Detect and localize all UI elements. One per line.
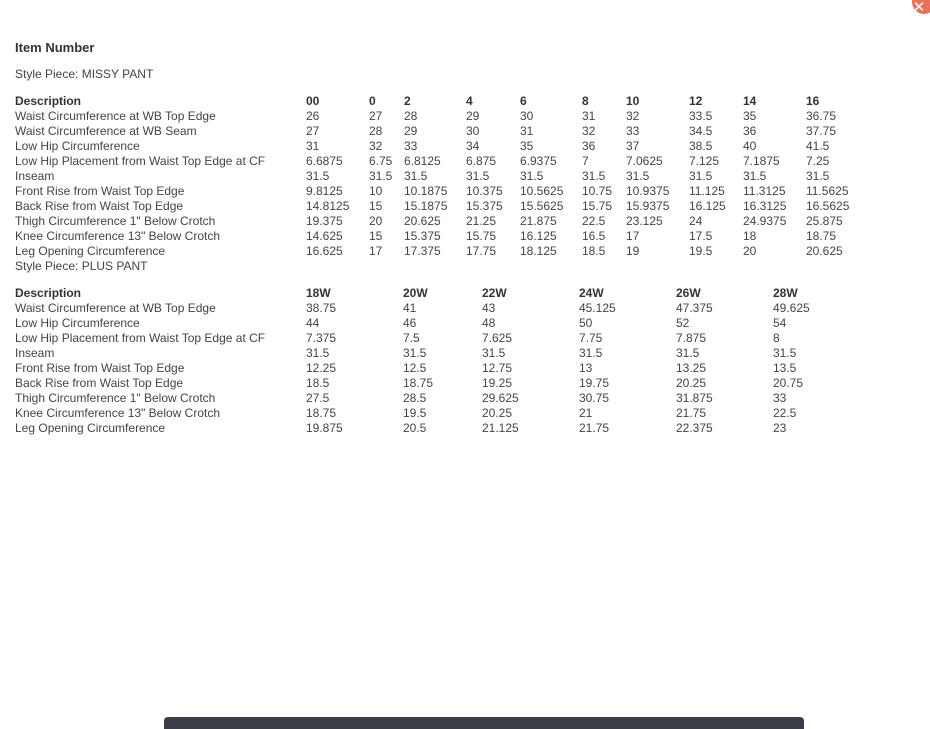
table-row [15,331,853,346]
measurement-value: 21.25 [466,214,497,228]
measurement-value: 29 [466,109,480,123]
measurement-value: 7.5 [403,331,420,345]
measurement-value: 36 [743,124,757,138]
measurement-value: 19.875 [306,421,343,435]
measurement-value: 21 [579,406,593,420]
measurement-value: 21.75 [676,406,707,420]
measurement-value: 33 [773,391,787,405]
measurement-value: 18.5 [582,244,606,258]
measurement-value: 23 [773,421,787,435]
column-header-size: 8 [582,94,589,108]
measurement-value: 6.75 [369,154,393,168]
measurement-value: 10.75 [582,184,613,198]
measurement-value: 35 [520,139,534,153]
measurement-value: 33 [404,139,418,153]
column-header-size: 18W [306,286,331,300]
table-row [15,391,853,406]
measurement-value: 30.75 [579,391,610,405]
measurement-value: 12.75 [482,361,513,375]
measurement-value: 21.125 [482,421,519,435]
table-row [15,229,886,244]
measurement-value: 22.5 [582,214,606,228]
measurement-value: 31.5 [676,346,700,360]
measurement-value: 7.0625 [626,154,663,168]
measurement-value: 31.5 [306,346,330,360]
measurement-value: 31.5 [626,169,650,183]
item-number-heading: Item Number [15,40,95,55]
measurement-value: 24.9375 [743,214,787,228]
measurement-value: 16.125 [689,199,726,213]
measurement-value: 27.5 [306,391,330,405]
measurement-value: 33 [626,124,640,138]
table-row [15,346,853,361]
measurement-label: Low Hip Circumference [15,316,140,330]
column-header-size: 2 [404,94,411,108]
measurement-value: 6.9375 [520,154,557,168]
measurement-value: 31.5 [743,169,767,183]
column-header-size: 24W [579,286,604,300]
table-row [15,421,853,436]
measurement-label: Low Hip Placement from Waist Top Edge at CF [15,154,266,168]
measurement-value: 18.75 [306,406,337,420]
measurement-value: 33.5 [689,109,713,123]
measurement-value: 13.25 [676,361,707,375]
measurement-value: 28 [404,109,418,123]
measurement-value: 17.5 [689,229,713,243]
measurement-value: 21.75 [579,421,610,435]
measurement-label: Knee Circumference 13" Below Crotch [15,406,221,420]
measurement-label: Back Rise from Waist Top Edge [15,376,184,390]
table-row [15,169,886,184]
measurement-value: 48 [482,316,496,330]
measurement-value: 7.1875 [743,154,780,168]
measurement-value: 20.75 [773,376,804,390]
table-row [15,199,886,214]
measurement-value: 10 [369,184,383,198]
measurement-value: 31.5 [403,346,427,360]
measurement-label: Inseam [15,346,55,360]
measurement-value: 19.375 [306,214,343,228]
measurement-value: 16.5 [582,229,606,243]
measurement-value: 15 [369,229,383,243]
measurement-value: 47.375 [676,301,713,315]
measurement-value: 28 [369,124,383,138]
measurement-value: 7.75 [579,331,603,345]
measurement-value: 43 [482,301,496,315]
modal-content [15,39,915,436]
table-row [15,124,886,139]
measurement-value: 31 [520,124,534,138]
measurement-value: 7.625 [482,331,513,345]
measurement-value: 15 [369,199,383,213]
column-header-size: 12 [689,94,703,108]
table-row [15,376,853,391]
measurement-value: 17.75 [466,244,497,258]
column-header-size: 20W [403,286,428,300]
measurement-value: 31.5 [689,169,713,183]
measurement-value: 10.1875 [404,184,448,198]
measurement-value: 27 [306,124,320,138]
column-header-size: 0 [369,94,376,108]
measurement-value: 15.75 [466,229,497,243]
missy-size-table [15,94,886,259]
measurement-value: 14.8125 [306,199,350,213]
measurement-value: 31.5 [482,346,506,360]
measurement-value: 38.5 [689,139,713,153]
measurement-value: 31.5 [579,346,603,360]
column-header-size: 16 [806,94,820,108]
measurement-value: 31 [306,139,320,153]
measurement-value: 16.3125 [743,199,787,213]
measurement-value: 31.5 [520,169,544,183]
measurement-value: 36 [582,139,596,153]
measurement-value: 20.625 [404,214,441,228]
measurement-value: 41 [403,301,417,315]
measurement-value: 32 [369,139,383,153]
measurement-value: 40 [743,139,757,153]
measurement-value: 23.125 [626,214,663,228]
measurement-value: 24 [689,214,703,228]
measurement-value: 19.25 [482,376,513,390]
table-row [15,109,886,124]
measurement-value: 16.625 [306,244,343,258]
measurement-value: 34.5 [689,124,713,138]
missy-table-header [15,94,886,109]
measurement-value: 49.625 [773,301,810,315]
measurement-value: 19 [626,244,640,258]
measurement-value: 12.5 [403,361,427,375]
measurement-value: 21.875 [520,214,557,228]
table-row [15,406,853,421]
measurement-value: 32 [626,109,640,123]
measurement-value: 7.375 [306,331,337,345]
measurement-value: 19.5 [403,406,427,420]
measurement-value: 10.9375 [626,184,670,198]
measurement-value: 20.25 [482,406,513,420]
measurement-label: Thigh Circumference 1" Below Crotch [15,214,216,228]
measurement-value: 11.3125 [743,184,786,198]
measurement-value: 16.125 [520,229,557,243]
measurement-value: 13.5 [773,361,797,375]
measurement-value: 17 [369,244,383,258]
measurement-value: 19.75 [579,376,610,390]
measurement-value: 17 [626,229,640,243]
measurement-value: 20.25 [676,376,707,390]
table-row [15,244,886,259]
column-header-description: Description [15,286,82,300]
measurement-value: 16.5625 [806,199,850,213]
plus-table-header [15,286,853,301]
plus-table-body [15,301,853,436]
measurement-value: 45.125 [579,301,616,315]
measurement-value: 30 [466,124,480,138]
measurement-value: 20.5 [403,421,427,435]
measurement-value: 18.75 [403,376,434,390]
missy-style-piece: Style Piece: MISSY PANT [15,67,154,81]
measurement-value: 7 [582,154,589,168]
measurement-value: 32 [582,124,596,138]
measurement-value: 14.625 [306,229,343,243]
measurement-value: 36.75 [806,109,837,123]
measurement-value: 22.5 [773,406,797,420]
measurement-value: 13 [579,361,593,375]
column-header-size: 22W [482,286,507,300]
measurement-value: 12.25 [306,361,337,375]
measurement-value: 7.875 [676,331,707,345]
measurement-label: Front Rise from Waist Top Edge [15,361,185,375]
measurement-value: 28.5 [403,391,427,405]
column-header-size: 26W [676,286,701,300]
measurement-value: 7.25 [806,154,830,168]
measurement-value: 15.9375 [626,199,670,213]
column-header-size: 14 [743,94,757,108]
measurement-label: Thigh Circumference 1" Below Crotch [15,391,216,405]
measurement-value: 6.8125 [404,154,441,168]
measurement-value: 18.75 [806,229,837,243]
measurement-value: 31.5 [404,169,428,183]
measurement-value: 15.1875 [404,199,448,213]
measurement-value: 35 [743,109,757,123]
table-row [15,214,886,229]
measurement-value: 41.5 [806,139,830,153]
measurement-value: 8 [773,331,780,345]
measurement-label: Leg Opening Circumference [15,244,166,258]
measurement-value: 50 [579,316,593,330]
measurement-label: Low Hip Placement from Waist Top Edge at CF [15,331,266,345]
table-row [15,139,886,154]
measurement-value: 7.125 [689,154,720,168]
plus-style-piece: Style Piece: PLUS PANT [15,259,148,273]
measurement-label: Inseam [15,169,55,183]
measurement-value: 27 [369,109,383,123]
measurement-value: 44 [306,316,320,330]
measurement-value: 6.875 [466,154,497,168]
measurement-value: 15.75 [582,199,613,213]
plus-size-table [15,286,853,436]
table-row [15,301,853,316]
measurement-value: 11.125 [689,184,725,198]
measurement-value: 17.375 [404,244,441,258]
close-button[interactable] [912,0,930,14]
measurement-label: Front Rise from Waist Top Edge [15,184,185,198]
column-header-size: 6 [520,94,527,108]
close-icon: ✕ [912,0,926,16]
measurement-value: 18 [743,229,757,243]
measurement-value: 19.5 [689,244,713,258]
measurement-value: 15.375 [466,199,503,213]
measurement-value: 20.625 [806,244,843,258]
table-row [15,316,853,331]
measurement-value: 31.5 [582,169,606,183]
measurement-value: 31.5 [306,169,330,183]
measurement-label: Back Rise from Waist Top Edge [15,199,184,213]
bottom-bar [164,717,804,729]
measurement-value: 20 [369,214,383,228]
measurement-value: 20 [743,244,757,258]
table-row [15,154,886,169]
measurement-value: 15.375 [404,229,441,243]
measurement-value: 18.125 [520,244,557,258]
measurement-value: 31.5 [369,169,393,183]
measurement-label: Waist Circumference at WB Top Edge [15,301,216,315]
measurement-value: 25.875 [806,214,843,228]
measurement-value: 31.5 [466,169,490,183]
measurement-value: 31.875 [676,391,713,405]
measurement-value: 9.8125 [306,184,343,198]
column-header-size: 28W [773,286,798,300]
column-header-size: 00 [306,94,320,108]
measurement-value: 26 [306,109,320,123]
measurement-value: 11.5625 [806,184,849,198]
measurement-value: 15.5625 [520,199,564,213]
measurement-label: Low Hip Circumference [15,139,140,153]
measurement-value: 52 [676,316,690,330]
table-row [15,361,853,376]
column-header-size: 4 [466,94,473,108]
measurement-value: 54 [773,316,787,330]
measurement-label: Leg Opening Circumference [15,421,166,435]
measurement-value: 34 [466,139,480,153]
measurement-label: Knee Circumference 13" Below Crotch [15,229,221,243]
measurement-value: 31 [582,109,596,123]
column-header-size: 10 [626,94,640,108]
measurement-value: 29.625 [482,391,519,405]
table-row [15,184,886,199]
measurement-value: 31.5 [806,169,830,183]
measurement-value: 22.375 [676,421,713,435]
column-header-description: Description [15,94,82,108]
measurement-value: 37 [626,139,640,153]
measurement-value: 30 [520,109,534,123]
measurement-value: 18.5 [306,376,330,390]
measurement-label: Waist Circumference at WB Top Edge [15,109,216,123]
measurement-value: 6.6875 [306,154,343,168]
measurement-value: 38.75 [306,301,337,315]
measurement-value: 29 [404,124,418,138]
measurement-value: 31.5 [773,346,797,360]
measurement-value: 10.5625 [520,184,564,198]
missy-table-body [15,109,886,259]
measurement-value: 46 [403,316,417,330]
measurement-label: Waist Circumference at WB Seam [15,124,197,138]
measurement-value: 10.375 [466,184,503,198]
measurement-value: 37.75 [806,124,837,138]
